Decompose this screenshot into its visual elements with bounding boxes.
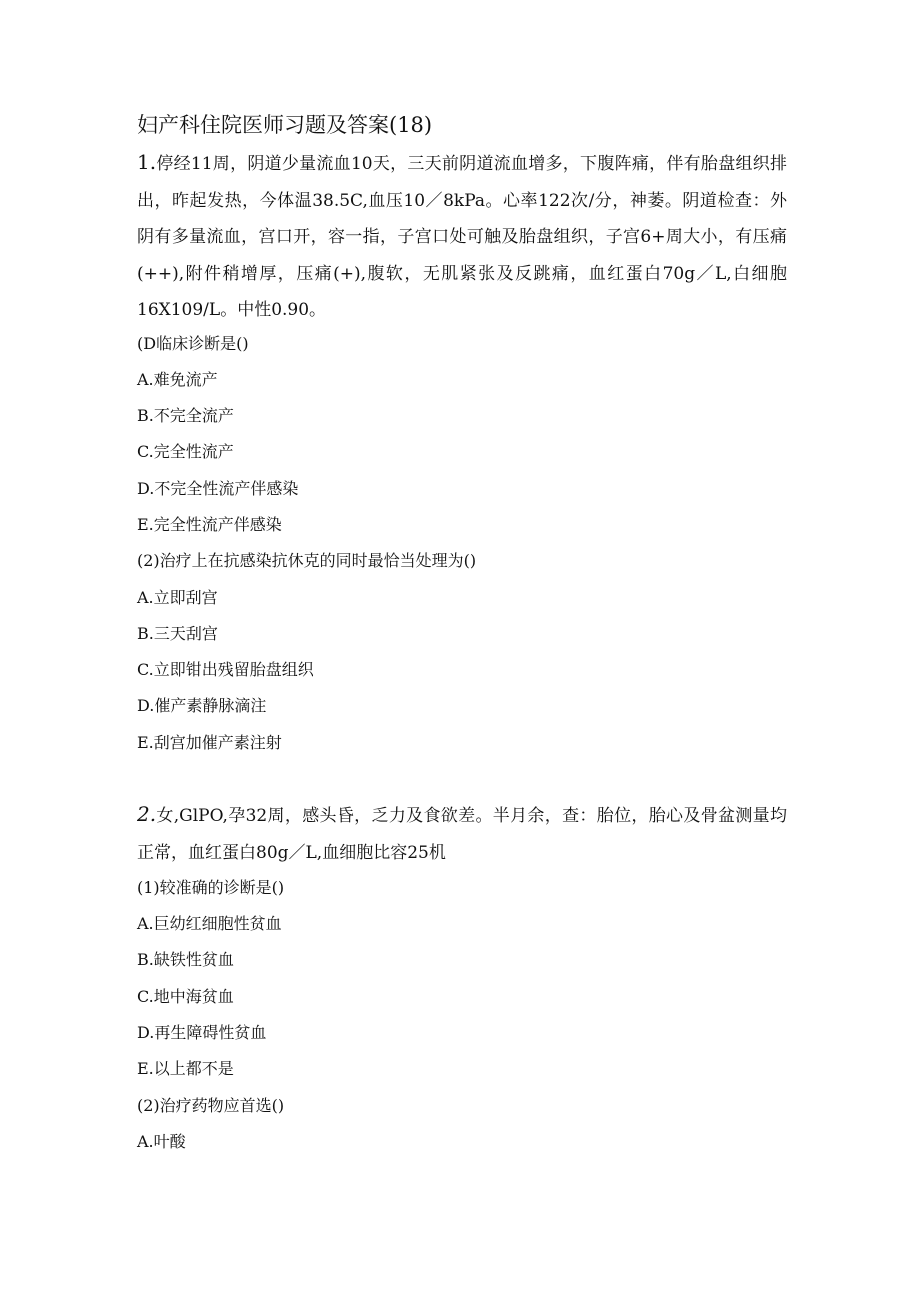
- question-1-sub-2-option-a: A.立即刮宫: [137, 588, 218, 607]
- question-1-number: 1.: [137, 150, 157, 174]
- question-1-sub-1-option-d: D.不完全性流产伴感染: [137, 479, 299, 498]
- question-1-stem: [137, 144, 787, 329]
- question-2-sub-1-option-e: E.以上都不是: [137, 1059, 234, 1078]
- question-1-sub-2-option-d: D.催产素静脉滴注: [137, 696, 267, 715]
- question-2-sub-1-option-d: D.再生障碍性贫血: [137, 1023, 267, 1042]
- question-2-sub-2-prompt: (2)治疗药物应首选(): [137, 1096, 285, 1115]
- question-1-text: 停经11周，阴道少量流血10天，三天前阴道流血增多，下腹阵痛，伴有胎盘组织排出，昨起发热，今体温38.5C,血压10／8kPa。心率122次/分，神萎。阴道检查：外阴有多量流血，宫口开，容一指，子宫口处可触及胎盘组织，子宫6+周大小，有压痛(++),附件稍增厚，压痛(+),腹软，无肌紧张及反跳痛，血红蛋白70g／L,白细胞16X109/L。中性0.90。: [137, 154, 787, 321]
- question-2-sub-1-option-b: B.缺铁性贫血: [137, 950, 234, 969]
- question-2-sub-1-option-c: C.地中海贫血: [137, 987, 234, 1006]
- question-1-sub-2-option-e: E.刮宫加催产素注射: [137, 733, 282, 752]
- question-1-sub-1-option-e: E.完全性流产伴感染: [137, 515, 282, 534]
- question-1-sub-1-option-b: B.不完全流产: [137, 406, 234, 425]
- question-1-sub-1-option-c: C.完全性流产: [137, 442, 234, 461]
- question-2-sub-2-option-a: A.叶酸: [137, 1132, 186, 1151]
- question-2-number: 2.: [137, 802, 157, 826]
- question-2-sub-1-prompt: (1)较准确的诊断是(): [137, 878, 285, 897]
- question-1-sub-2-option-b: B.三天刮宫: [137, 624, 218, 643]
- question-2-stem: [137, 796, 787, 871]
- question-1-sub-2-option-c: C.立即钳出残留胎盘组织: [137, 660, 314, 679]
- question-2-text: 女,GlPO,孕32周，感头昏，乏力及食欲差。半月余，查：胎位，胎心及骨盆测量均正常，血红蛋白80g／L,血细胞比容25机: [137, 806, 787, 863]
- question-2-sub-1-option-a: A.巨幼红细胞性贫血: [137, 914, 282, 933]
- question-1-sub-1-prompt: (D临床诊断是(): [137, 334, 249, 353]
- question-1-sub-2-prompt: (2)治疗上在抗感染抗休克的同时最恰当处理为(): [137, 551, 477, 570]
- question-1-sub-1-option-a: A.难免流产: [137, 370, 218, 389]
- document-title: 妇产科住院医师习题及答案(18): [137, 113, 433, 137]
